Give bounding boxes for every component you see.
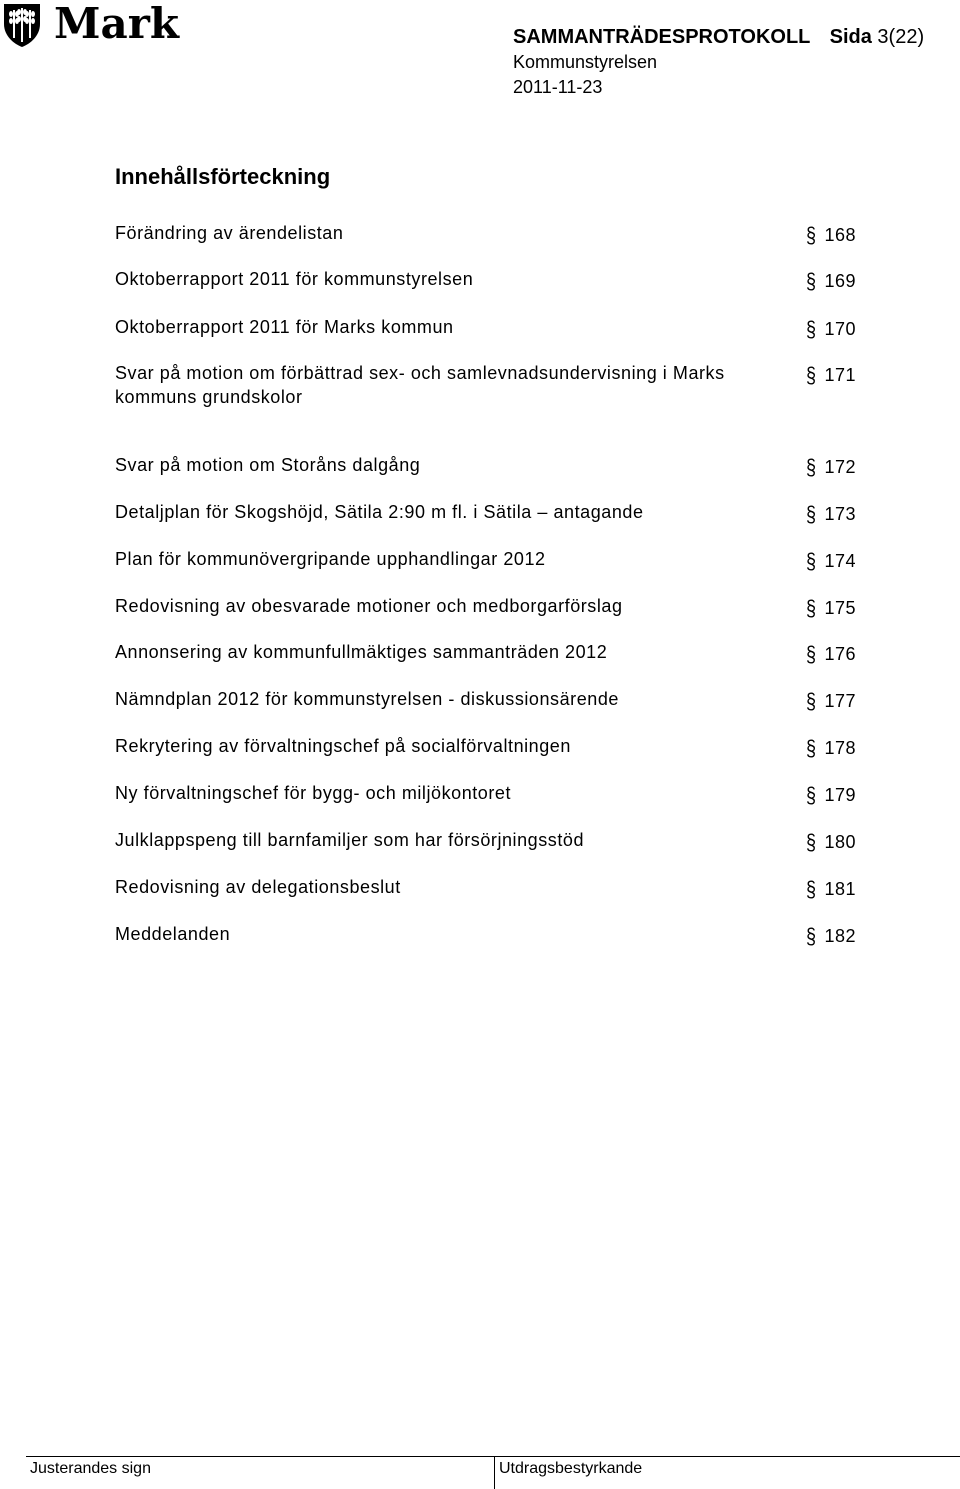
toc-entry-title: Svar på motion om förbättrad sex- och samlevnadsundervisning i Marks kommuns grundskolor (115, 363, 725, 407)
paragraph-number: 170 (824, 319, 856, 339)
header-title-line (513, 24, 953, 50)
toc-entry-title: Ny förvaltningschef för bygg- och miljökontoret (115, 783, 512, 803)
page-number: 3(22) (877, 26, 925, 48)
toc-entry (115, 734, 860, 761)
footer-certification-label: Utdragsbestyrkande (499, 1460, 643, 1477)
toc-heading: Innehållsförteckning (115, 164, 331, 189)
section-sign-icon: § (805, 362, 817, 388)
toc-entry (115, 828, 860, 855)
toc-entry (115, 547, 860, 574)
paragraph-number: 176 (824, 644, 856, 664)
paragraph-number: 179 (824, 785, 856, 805)
toc-entry-reference (806, 455, 856, 479)
toc-entry (115, 781, 860, 808)
toc-entry-reference (806, 924, 856, 948)
toc-entry-reference (806, 877, 856, 901)
toc-entry-reference (806, 223, 856, 247)
paragraph-number: 168 (824, 225, 856, 245)
toc-entry-title: Oktoberrapport 2011 för Marks kommun (115, 317, 454, 337)
footer-rule (26, 1456, 960, 1457)
footer-divider (494, 1456, 495, 1489)
toc-entry-reference (806, 830, 856, 854)
toc-entry-reference (806, 549, 856, 573)
toc-entry (115, 267, 860, 294)
toc-entry-title: Julklappspeng till barnfamiljer som har försörjningsstöd (115, 830, 585, 850)
paragraph-number: 178 (824, 738, 856, 758)
toc-entry-reference (806, 783, 856, 807)
document-header (513, 24, 953, 100)
toc-entry (115, 640, 860, 667)
paragraph-number: 169 (824, 271, 856, 291)
section-sign-icon: § (805, 595, 817, 621)
toc-entry-reference (806, 317, 856, 341)
paragraph-number: 177 (824, 691, 856, 711)
toc-entry-reference (806, 689, 856, 713)
paragraph-number: 180 (824, 832, 856, 852)
municipality-logo (2, 2, 177, 50)
meeting-date: 2011-11-23 (513, 77, 603, 97)
section-sign-icon: § (805, 268, 817, 294)
section-sign-icon: § (805, 735, 817, 761)
toc-entry-title: Detaljplan för Skogshöjd, Sätila 2:90 m fl. i Sätila – antagande (115, 502, 644, 522)
toc-entry-title: Plan för kommunövergripande upphandlingar 2012 (115, 549, 546, 569)
paragraph-number: 172 (824, 457, 856, 477)
toc-entry (115, 500, 860, 527)
toc-entry-title: Förändring av ärendelistan (115, 223, 344, 243)
toc-entry (115, 315, 860, 342)
section-sign-icon: § (805, 222, 817, 248)
toc-entry-title: Rekrytering av förvaltningschef på socialförvaltningen (115, 736, 571, 756)
paragraph-number: 181 (824, 879, 856, 899)
section-sign-icon: § (805, 782, 817, 808)
footer-sign-label: Justerandes sign (30, 1460, 151, 1477)
paragraph-number: 174 (824, 551, 856, 571)
paragraph-number: 171 (824, 365, 856, 385)
document-type: SAMMANTRÄDESPROTOKOLL (513, 26, 811, 48)
section-sign-icon: § (805, 548, 817, 574)
section-sign-icon: § (805, 923, 817, 949)
toc-entry-reference (806, 596, 856, 620)
toc-entry (115, 361, 860, 409)
section-sign-icon: § (805, 501, 817, 527)
toc-entry-title: Oktoberrapport 2011 för kommunstyrelsen (115, 269, 474, 289)
paragraph-number: 175 (824, 598, 856, 618)
toc-entry (115, 875, 860, 902)
paragraph-number: 182 (824, 926, 856, 946)
toc-entry-reference (806, 269, 856, 293)
toc-entry (115, 594, 860, 621)
toc-entry (115, 453, 860, 480)
toc-entry (115, 687, 860, 714)
section-sign-icon: § (805, 454, 817, 480)
coat-of-arms-icon (2, 2, 42, 48)
toc-entry-title: Redovisning av delegationsbeslut (115, 877, 401, 897)
toc-entry-reference (806, 363, 856, 387)
table-of-contents (115, 221, 860, 949)
section-sign-icon: § (805, 876, 817, 902)
toc-entry-reference (806, 736, 856, 760)
toc-entry (115, 922, 860, 949)
toc-entry (115, 221, 860, 248)
section-sign-icon: § (805, 641, 817, 667)
toc-entry-title: Svar på motion om Storåns dalgång (115, 455, 421, 475)
paragraph-number: 173 (824, 504, 856, 524)
toc-entry-title: Redovisning av obesvarade motioner och medborgarförslag (115, 596, 623, 616)
logo-wordmark: Mark (54, 0, 179, 48)
toc-entry-reference (806, 642, 856, 666)
section-sign-icon: § (805, 829, 817, 855)
page-label: Sida (829, 26, 872, 48)
toc-entry-title: Annonsering av kommunfullmäktiges sammanträden 2012 (115, 642, 608, 662)
toc-entry-title: Meddelanden (115, 924, 231, 944)
committee-name: Kommunstyrelsen (513, 52, 658, 72)
toc-entry-title: Nämndplan 2012 för kommunstyrelsen - diskussionsärende (115, 689, 619, 709)
toc-entry-reference (806, 502, 856, 526)
section-sign-icon: § (805, 316, 817, 342)
section-sign-icon: § (805, 688, 817, 714)
